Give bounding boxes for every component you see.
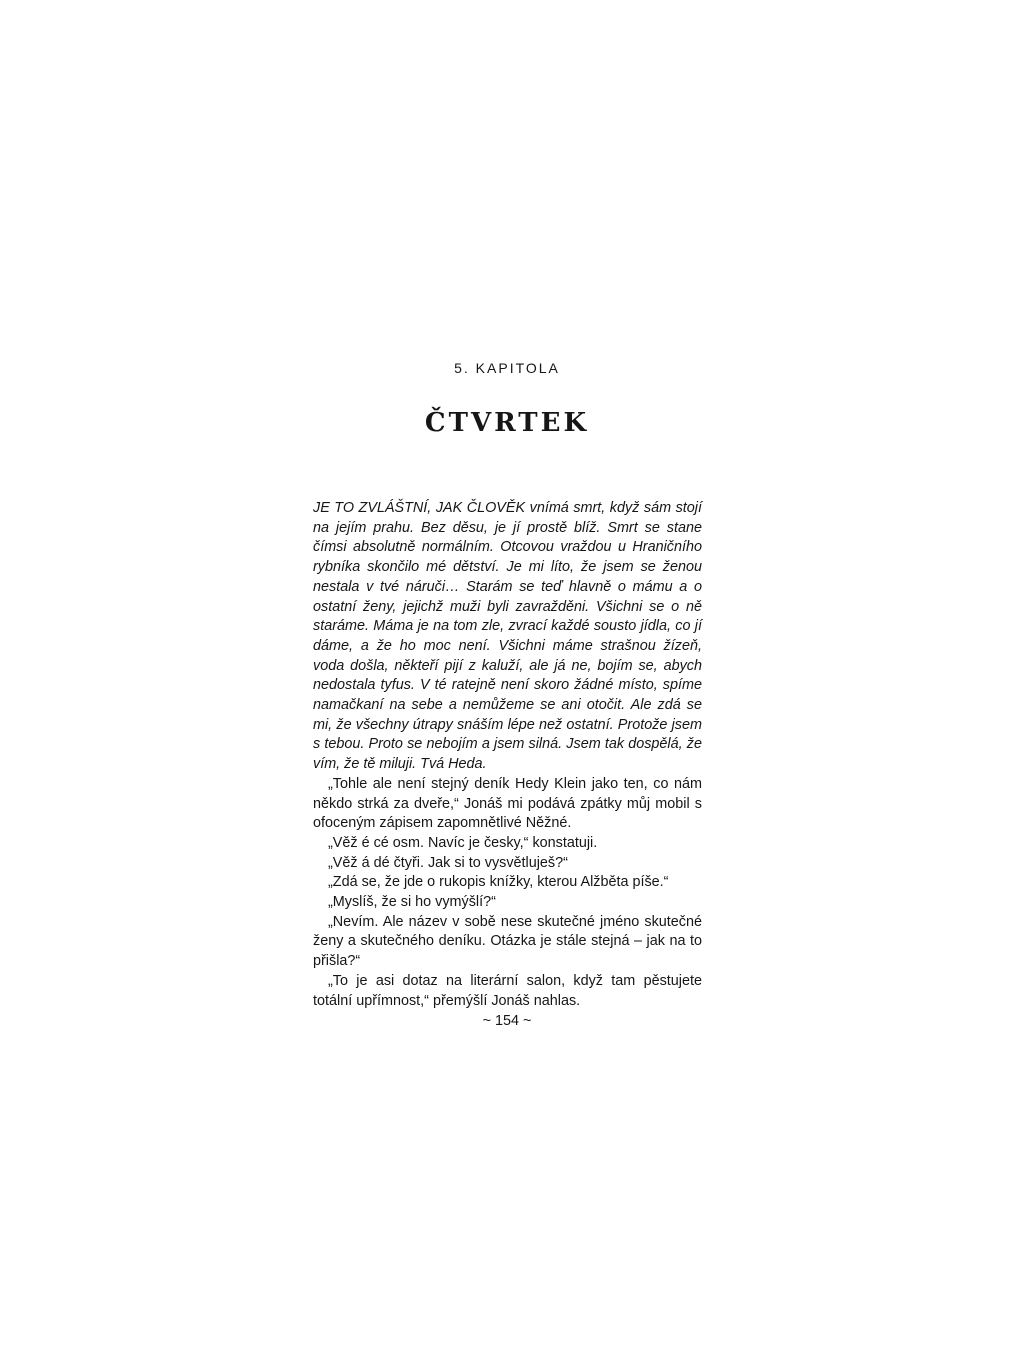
paragraph: „Věž é cé osm. Navíc je česky,“ konstatuji. xyxy=(328,834,598,851)
chapter-number: 5. KAPITOLA xyxy=(454,360,560,376)
diary-letter xyxy=(313,499,702,775)
paragraph: „Věž á dé čtyři. Jak si to vysvětluješ?“ xyxy=(328,854,568,871)
chapter-title: ČTVRTEK xyxy=(424,408,590,438)
paragraph: „Tohle ale není stejný deník Hedy Klein jako ten, co nám někdo strká za dveře,“ Jonáš mi podává zpátky můj mobil s ofoceným zápisem zapomnětlivé Něžné. xyxy=(313,775,702,832)
letter-text: vnímá smrt, když sám stojí na jejím prahu. Bez děsu, je jí prostě blíž. Smrt se stane čímsi absolutně normálním. Otcovou vraždou u Hraničního rybníka skončilo mé dětství. Je mi líto, že jsem se ženou nestala v tvé náruči… Starám se teď hlavně o mámu a o ostatní ženy, jejichž muži byli zavražděni. Všichni se o ně staráme. Máma je na tom zle, zvrací každé sousto jídla, co jí dáme, a že ho moc není. Všichni máme strašnou žízeň, voda došla, někteří pijí z kaluží, ale já ne, bojím se, abych nedostala tyfus. V té ratejně není skoro žádné místo, spíme namačkaní na sebe a nemůžeme se ani otočit. Ale zdá se mi, že všechny útrapy snáším lépe než ostatní. Protože jsem s tebou. Proto se nebojím a jsem silná. Jsem tak dospělá, že vím, že tě miluji. Tvá Heda. xyxy=(313,500,702,773)
paragraph: „To je asi dotaz na literární salon, když tam pěstujete totální upřímnost,“ přemýšlí Jonáš nahlas. xyxy=(313,972,702,1009)
paragraph: „Zdá se, že jde o rukopis knížky, kterou Alžběta píše.“ xyxy=(328,874,669,891)
paragraph: „Nevím. Ale název v sobě nese skutečné jméno skutečné ženy a skutečného deníku. Otázka je stále stejná – jak na to přišla?“ xyxy=(313,913,702,970)
paragraph: „Myslíš, že si ho vymýšlí?“ xyxy=(328,894,496,911)
letter-lead-in: JE TO ZVLÁŠTNÍ, JAK ČLOVĚK xyxy=(313,500,526,516)
page-number: ~ 154 ~ xyxy=(482,1013,532,1029)
body-text xyxy=(313,499,702,1011)
